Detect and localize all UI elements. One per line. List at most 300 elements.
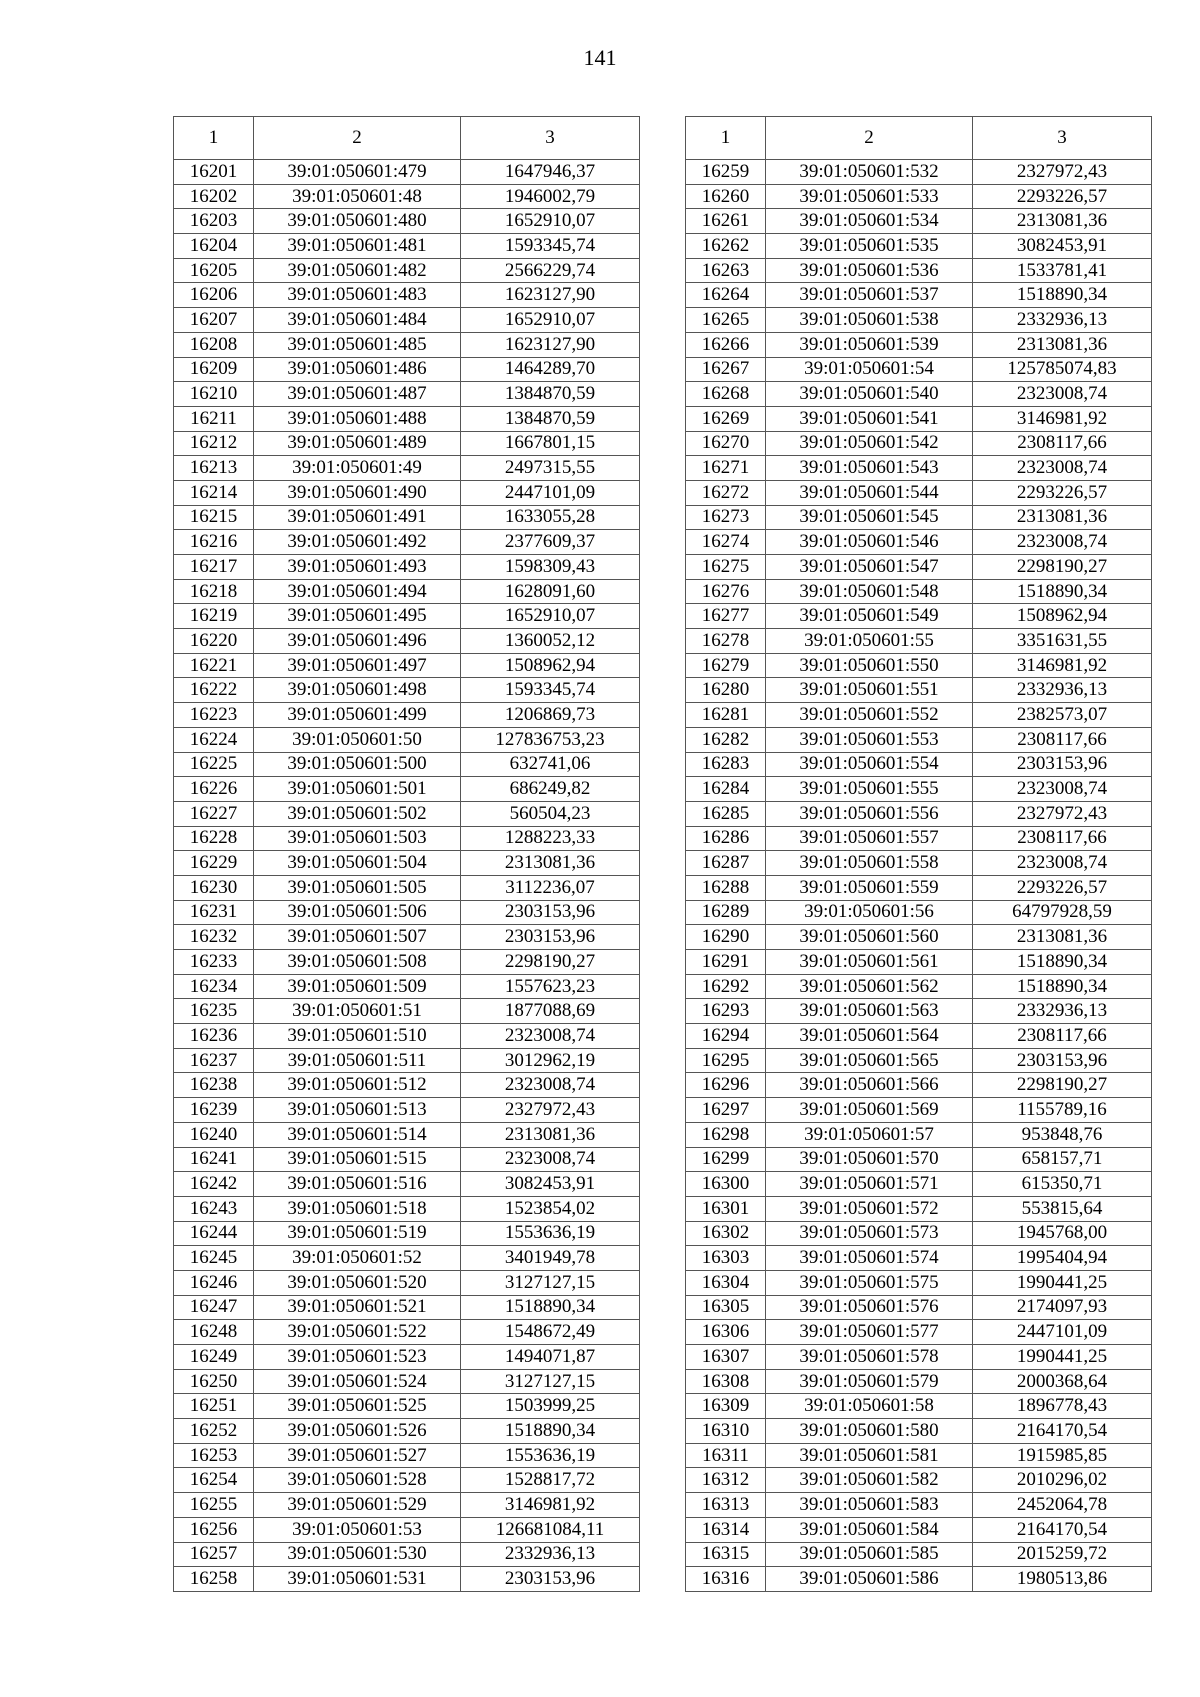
table-row [686, 974, 1152, 999]
table-row [174, 1468, 640, 1493]
value-cell: 2382573,07 [973, 703, 1152, 728]
cadastral-number-cell: 39:01:050601:56 [766, 900, 973, 925]
table-row [686, 1443, 1152, 1468]
row-number-cell: 16303 [686, 1246, 766, 1271]
row-number-cell: 16309 [686, 1394, 766, 1419]
row-number-cell: 16225 [174, 752, 254, 777]
table-row [686, 900, 1152, 925]
cadastral-number-cell: 39:01:050601:481 [254, 234, 461, 259]
row-number-cell: 16295 [686, 1048, 766, 1073]
table-row [174, 974, 640, 999]
table-row [174, 258, 640, 283]
column-header-1: 1 [174, 117, 254, 160]
cadastral-number-cell: 39:01:050601:528 [254, 1468, 461, 1493]
cadastral-number-cell: 39:01:050601:505 [254, 875, 461, 900]
table-row [686, 950, 1152, 975]
row-number-cell: 16279 [686, 653, 766, 678]
table-row [686, 851, 1152, 876]
cadastral-number-cell: 39:01:050601:519 [254, 1221, 461, 1246]
table-row [174, 406, 640, 431]
table-row [174, 826, 640, 851]
cadastral-number-cell: 39:01:050601:584 [766, 1517, 973, 1542]
value-cell: 2332936,13 [973, 678, 1152, 703]
value-cell: 1384870,59 [461, 406, 640, 431]
row-number-cell: 16305 [686, 1295, 766, 1320]
cadastral-number-cell: 39:01:050601:58 [766, 1394, 973, 1419]
cadastral-number-cell: 39:01:050601:51 [254, 999, 461, 1024]
row-number-cell: 16229 [174, 851, 254, 876]
cadastral-number-cell: 39:01:050601:583 [766, 1493, 973, 1518]
row-number-cell: 16210 [174, 382, 254, 407]
value-cell: 658157,71 [973, 1147, 1152, 1172]
table-row [686, 1320, 1152, 1345]
row-number-cell: 16253 [174, 1443, 254, 1468]
table-row [174, 1147, 640, 1172]
row-number-cell: 16296 [686, 1073, 766, 1098]
page-number: 141 [583, 45, 617, 70]
row-number-cell: 16239 [174, 1098, 254, 1123]
value-cell: 1896778,43 [973, 1394, 1152, 1419]
value-cell: 1990441,25 [973, 1270, 1152, 1295]
table-row [686, 234, 1152, 259]
value-cell: 3401949,78 [461, 1246, 640, 1271]
value-cell: 2313081,36 [973, 332, 1152, 357]
cadastral-number-cell: 39:01:050601:518 [254, 1196, 461, 1221]
row-number-cell: 16266 [686, 332, 766, 357]
row-number-cell: 16222 [174, 678, 254, 703]
value-cell: 2566229,74 [461, 258, 640, 283]
row-number-cell: 16307 [686, 1345, 766, 1370]
row-number-cell: 16235 [174, 999, 254, 1024]
table-row [174, 1048, 640, 1073]
table-row [686, 777, 1152, 802]
table-row [174, 752, 640, 777]
value-cell: 1528817,72 [461, 1468, 640, 1493]
cadastral-number-cell: 39:01:050601:570 [766, 1147, 973, 1172]
cadastral-number-cell: 39:01:050601:566 [766, 1073, 973, 1098]
row-number-cell: 16214 [174, 480, 254, 505]
table-row [174, 900, 640, 925]
value-cell: 2308117,66 [973, 727, 1152, 752]
cadastral-number-cell: 39:01:050601:497 [254, 653, 461, 678]
table-row [174, 530, 640, 555]
cadastral-number-cell: 39:01:050601:54 [766, 357, 973, 382]
row-number-cell: 16288 [686, 875, 766, 900]
table-row [686, 727, 1152, 752]
table-row [686, 1270, 1152, 1295]
cadastral-number-cell: 39:01:050601:551 [766, 678, 973, 703]
value-cell: 1155789,16 [973, 1098, 1152, 1123]
cadastral-number-cell: 39:01:050601:55 [766, 629, 973, 654]
value-cell: 2327972,43 [973, 801, 1152, 826]
cadastral-number-cell: 39:01:050601:530 [254, 1542, 461, 1567]
cadastral-number-cell: 39:01:050601:49 [254, 456, 461, 481]
cadastral-number-cell: 39:01:050601:563 [766, 999, 973, 1024]
cadastral-number-cell: 39:01:050601:532 [766, 160, 973, 185]
row-number-cell: 16213 [174, 456, 254, 481]
table-row [174, 727, 640, 752]
value-cell: 2010296,02 [973, 1468, 1152, 1493]
row-number-cell: 16308 [686, 1369, 766, 1394]
row-number-cell: 16294 [686, 1024, 766, 1049]
value-cell: 1633055,28 [461, 505, 640, 530]
table-row [686, 826, 1152, 851]
row-number-cell: 16268 [686, 382, 766, 407]
table-row [686, 1098, 1152, 1123]
row-number-cell: 16224 [174, 727, 254, 752]
table-row [174, 1369, 640, 1394]
row-number-cell: 16211 [174, 406, 254, 431]
value-cell: 2313081,36 [461, 1122, 640, 1147]
row-number-cell: 16226 [174, 777, 254, 802]
row-number-cell: 16290 [686, 925, 766, 950]
cadastral-number-cell: 39:01:050601:534 [766, 209, 973, 234]
table-row [174, 1345, 640, 1370]
cadastral-number-cell: 39:01:050601:510 [254, 1024, 461, 1049]
table-row [174, 456, 640, 481]
value-cell: 2303153,96 [973, 752, 1152, 777]
row-number-cell: 16282 [686, 727, 766, 752]
table-row [174, 1542, 640, 1567]
table-row [686, 629, 1152, 654]
row-number-cell: 16208 [174, 332, 254, 357]
value-cell: 2313081,36 [461, 851, 640, 876]
cadastral-number-cell: 39:01:050601:549 [766, 604, 973, 629]
cadastral-number-cell: 39:01:050601:533 [766, 184, 973, 209]
value-cell: 1206869,73 [461, 703, 640, 728]
row-number-cell: 16274 [686, 530, 766, 555]
cadastral-number-cell: 39:01:050601:489 [254, 431, 461, 456]
cadastral-number-cell: 39:01:050601:574 [766, 1246, 973, 1271]
value-cell: 560504,23 [461, 801, 640, 826]
value-cell: 1598309,43 [461, 555, 640, 580]
row-number-cell: 16251 [174, 1394, 254, 1419]
value-cell: 1623127,90 [461, 332, 640, 357]
value-cell: 1623127,90 [461, 283, 640, 308]
row-number-cell: 16257 [174, 1542, 254, 1567]
value-cell: 1553636,19 [461, 1221, 640, 1246]
value-cell: 1518890,34 [973, 283, 1152, 308]
table-row [174, 480, 640, 505]
cadastral-number-cell: 39:01:050601:495 [254, 604, 461, 629]
cadastral-number-cell: 39:01:050601:540 [766, 382, 973, 407]
row-number-cell: 16237 [174, 1048, 254, 1073]
table-row [174, 925, 640, 950]
row-number-cell: 16201 [174, 160, 254, 185]
value-cell: 3012962,19 [461, 1048, 640, 1073]
row-number-cell: 16300 [686, 1172, 766, 1197]
value-cell: 1464289,70 [461, 357, 640, 382]
cadastral-number-cell: 39:01:050601:493 [254, 555, 461, 580]
row-number-cell: 16255 [174, 1493, 254, 1518]
cadastral-number-cell: 39:01:050601:580 [766, 1419, 973, 1444]
cadastral-number-cell: 39:01:050601:498 [254, 678, 461, 703]
cadastral-number-cell: 39:01:050601:535 [766, 234, 973, 259]
table-row [686, 1246, 1152, 1271]
value-cell: 615350,71 [973, 1172, 1152, 1197]
value-cell: 3127127,15 [461, 1270, 640, 1295]
cadastral-number-cell: 39:01:050601:521 [254, 1295, 461, 1320]
table-row [174, 950, 640, 975]
table-row [686, 1122, 1152, 1147]
table-row [174, 1098, 640, 1123]
table-row [686, 1517, 1152, 1542]
value-cell: 1652910,07 [461, 308, 640, 333]
table-row [686, 332, 1152, 357]
table-row [174, 1246, 640, 1271]
table-row [174, 332, 640, 357]
value-cell: 2293226,57 [973, 875, 1152, 900]
row-number-cell: 16298 [686, 1122, 766, 1147]
table-row [174, 1443, 640, 1468]
cadastral-number-cell: 39:01:050601:539 [766, 332, 973, 357]
value-cell: 2293226,57 [973, 480, 1152, 505]
row-number-cell: 16221 [174, 653, 254, 678]
table-row [174, 875, 640, 900]
table-row [174, 579, 640, 604]
value-cell: 2303153,96 [461, 1567, 640, 1592]
row-number-cell: 16272 [686, 480, 766, 505]
row-number-cell: 16202 [174, 184, 254, 209]
value-cell: 2313081,36 [973, 925, 1152, 950]
row-number-cell: 16291 [686, 950, 766, 975]
row-number-cell: 16259 [686, 160, 766, 185]
row-number-cell: 16236 [174, 1024, 254, 1049]
row-number-cell: 16217 [174, 555, 254, 580]
value-cell: 2323008,74 [973, 851, 1152, 876]
row-number-cell: 16204 [174, 234, 254, 259]
cadastral-number-cell: 39:01:050601:52 [254, 1246, 461, 1271]
cadastral-number-cell: 39:01:050601:572 [766, 1196, 973, 1221]
table-row [686, 1493, 1152, 1518]
table-row [686, 703, 1152, 728]
value-cell: 2323008,74 [973, 382, 1152, 407]
value-cell: 2303153,96 [461, 900, 640, 925]
row-number-cell: 16283 [686, 752, 766, 777]
column-header-2: 2 [766, 117, 973, 160]
row-number-cell: 16223 [174, 703, 254, 728]
cadastral-number-cell: 39:01:050601:506 [254, 900, 461, 925]
cadastral-number-cell: 39:01:050601:544 [766, 480, 973, 505]
table-header-row [686, 117, 1152, 160]
table-row [686, 1048, 1152, 1073]
row-number-cell: 16314 [686, 1517, 766, 1542]
table-row [174, 777, 640, 802]
value-cell: 2452064,78 [973, 1493, 1152, 1518]
cadastral-number-cell: 39:01:050601:577 [766, 1320, 973, 1345]
cadastral-number-cell: 39:01:050601:541 [766, 406, 973, 431]
row-number-cell: 16265 [686, 308, 766, 333]
cadastral-number-cell: 39:01:050601:575 [766, 1270, 973, 1295]
cadastral-number-cell: 39:01:050601:504 [254, 851, 461, 876]
table-row [686, 555, 1152, 580]
value-cell: 1990441,25 [973, 1345, 1152, 1370]
value-cell: 3127127,15 [461, 1369, 640, 1394]
table-row [686, 258, 1152, 283]
row-number-cell: 16220 [174, 629, 254, 654]
cadastral-number-cell: 39:01:050601:555 [766, 777, 973, 802]
cadastral-number-cell: 39:01:050601:515 [254, 1147, 461, 1172]
row-number-cell: 16276 [686, 579, 766, 604]
value-cell: 3146981,92 [461, 1493, 640, 1518]
row-number-cell: 16258 [174, 1567, 254, 1592]
table-row [686, 456, 1152, 481]
table-row [686, 283, 1152, 308]
value-cell: 1877088,69 [461, 999, 640, 1024]
value-cell: 2327972,43 [973, 160, 1152, 185]
value-cell: 1553636,19 [461, 1443, 640, 1468]
row-number-cell: 16238 [174, 1073, 254, 1098]
cadastral-number-cell: 39:01:050601:581 [766, 1443, 973, 1468]
value-cell: 64797928,59 [973, 900, 1152, 925]
table-row [686, 1221, 1152, 1246]
row-number-cell: 16311 [686, 1443, 766, 1468]
cadastral-number-cell: 39:01:050601:499 [254, 703, 461, 728]
row-number-cell: 16228 [174, 826, 254, 851]
row-number-cell: 16269 [686, 406, 766, 431]
value-cell: 2497315,55 [461, 456, 640, 481]
cadastral-number-cell: 39:01:050601:501 [254, 777, 461, 802]
value-cell: 1593345,74 [461, 678, 640, 703]
row-number-cell: 16215 [174, 505, 254, 530]
row-number-cell: 16230 [174, 875, 254, 900]
value-cell: 1508962,94 [461, 653, 640, 678]
table-row [686, 1172, 1152, 1197]
cadastral-number-cell: 39:01:050601:562 [766, 974, 973, 999]
row-number-cell: 16247 [174, 1295, 254, 1320]
row-number-cell: 16292 [686, 974, 766, 999]
row-number-cell: 16306 [686, 1320, 766, 1345]
table-row [686, 653, 1152, 678]
table-row [174, 678, 640, 703]
cadastral-number-cell: 39:01:050601:516 [254, 1172, 461, 1197]
table-row [686, 925, 1152, 950]
table-row [686, 1369, 1152, 1394]
row-number-cell: 16261 [686, 209, 766, 234]
table-row [686, 382, 1152, 407]
cadastral-number-cell: 39:01:050601:483 [254, 283, 461, 308]
row-number-cell: 16218 [174, 579, 254, 604]
cadastral-number-cell: 39:01:050601:500 [254, 752, 461, 777]
cadastral-number-cell: 39:01:050601:546 [766, 530, 973, 555]
table-row [686, 160, 1152, 185]
cadastral-number-cell: 39:01:050601:565 [766, 1048, 973, 1073]
cadastral-number-cell: 39:01:050601:531 [254, 1567, 461, 1592]
table-row [174, 703, 640, 728]
row-number-cell: 16271 [686, 456, 766, 481]
row-number-cell: 16293 [686, 999, 766, 1024]
table-row [686, 604, 1152, 629]
value-cell: 2174097,93 [973, 1295, 1152, 1320]
value-cell: 3082453,91 [461, 1172, 640, 1197]
cadastral-number-cell: 39:01:050601:525 [254, 1394, 461, 1419]
table-row [174, 1394, 640, 1419]
cadastral-number-cell: 39:01:050601:50 [254, 727, 461, 752]
row-number-cell: 16273 [686, 505, 766, 530]
row-number-cell: 16209 [174, 357, 254, 382]
value-cell: 127836753,23 [461, 727, 640, 752]
value-cell: 2298190,27 [973, 1073, 1152, 1098]
row-number-cell: 16243 [174, 1196, 254, 1221]
cadastral-number-cell: 39:01:050601:490 [254, 480, 461, 505]
row-number-cell: 16242 [174, 1172, 254, 1197]
value-cell: 3112236,07 [461, 875, 640, 900]
cadastral-number-cell: 39:01:050601:560 [766, 925, 973, 950]
row-number-cell: 16249 [174, 1345, 254, 1370]
value-cell: 1652910,07 [461, 604, 640, 629]
value-cell: 1647946,37 [461, 160, 640, 185]
value-cell: 2164170,54 [973, 1517, 1152, 1542]
row-number-cell: 16252 [174, 1419, 254, 1444]
value-cell: 1288223,33 [461, 826, 640, 851]
table-row [686, 801, 1152, 826]
value-cell: 2303153,96 [973, 1048, 1152, 1073]
row-number-cell: 16233 [174, 950, 254, 975]
value-cell: 1533781,41 [973, 258, 1152, 283]
cadastral-number-cell: 39:01:050601:494 [254, 579, 461, 604]
cadastral-number-cell: 39:01:050601:576 [766, 1295, 973, 1320]
value-cell: 2313081,36 [973, 505, 1152, 530]
cadastral-number-cell: 39:01:050601:491 [254, 505, 461, 530]
value-cell: 126681084,11 [461, 1517, 640, 1542]
cadastral-number-cell: 39:01:050601:514 [254, 1122, 461, 1147]
cadastral-number-cell: 39:01:050601:543 [766, 456, 973, 481]
table-row [686, 505, 1152, 530]
value-cell: 1523854,02 [461, 1196, 640, 1221]
table-row [686, 209, 1152, 234]
table-row [174, 801, 640, 826]
value-cell: 2313081,36 [973, 209, 1152, 234]
table-row [174, 1270, 640, 1295]
value-cell: 2447101,09 [973, 1320, 1152, 1345]
value-cell: 1518890,34 [461, 1419, 640, 1444]
row-number-cell: 16205 [174, 258, 254, 283]
row-number-cell: 16216 [174, 530, 254, 555]
table-row [174, 234, 640, 259]
table-row [686, 1024, 1152, 1049]
cadastral-number-cell: 39:01:050601:553 [766, 727, 973, 752]
table-row [174, 604, 640, 629]
value-cell: 1548672,49 [461, 1320, 640, 1345]
table-row [174, 209, 640, 234]
cadastral-number-cell: 39:01:050601:509 [254, 974, 461, 999]
value-cell: 1593345,74 [461, 234, 640, 259]
table-row [174, 555, 640, 580]
value-cell: 1518890,34 [973, 950, 1152, 975]
table-row [686, 480, 1152, 505]
cadastral-number-cell: 39:01:050601:579 [766, 1369, 973, 1394]
cadastral-number-cell: 39:01:050601:536 [766, 258, 973, 283]
value-cell: 1508962,94 [973, 604, 1152, 629]
column-header-2: 2 [254, 117, 461, 160]
value-cell: 2298190,27 [461, 950, 640, 975]
row-number-cell: 16313 [686, 1493, 766, 1518]
cadastral-number-cell: 39:01:050601:554 [766, 752, 973, 777]
cadastral-number-cell: 39:01:050601:502 [254, 801, 461, 826]
row-number-cell: 16278 [686, 629, 766, 654]
value-cell: 2015259,72 [973, 1542, 1152, 1567]
value-cell: 686249,82 [461, 777, 640, 802]
row-number-cell: 16270 [686, 431, 766, 456]
cadastral-number-cell: 39:01:050601:480 [254, 209, 461, 234]
table-row [686, 431, 1152, 456]
value-cell: 1995404,94 [973, 1246, 1152, 1271]
table-row [686, 357, 1152, 382]
cadastral-number-cell: 39:01:050601:529 [254, 1493, 461, 1518]
cadastral-number-cell: 39:01:050601:479 [254, 160, 461, 185]
row-number-cell: 16286 [686, 826, 766, 851]
column-header-3: 3 [461, 117, 640, 160]
